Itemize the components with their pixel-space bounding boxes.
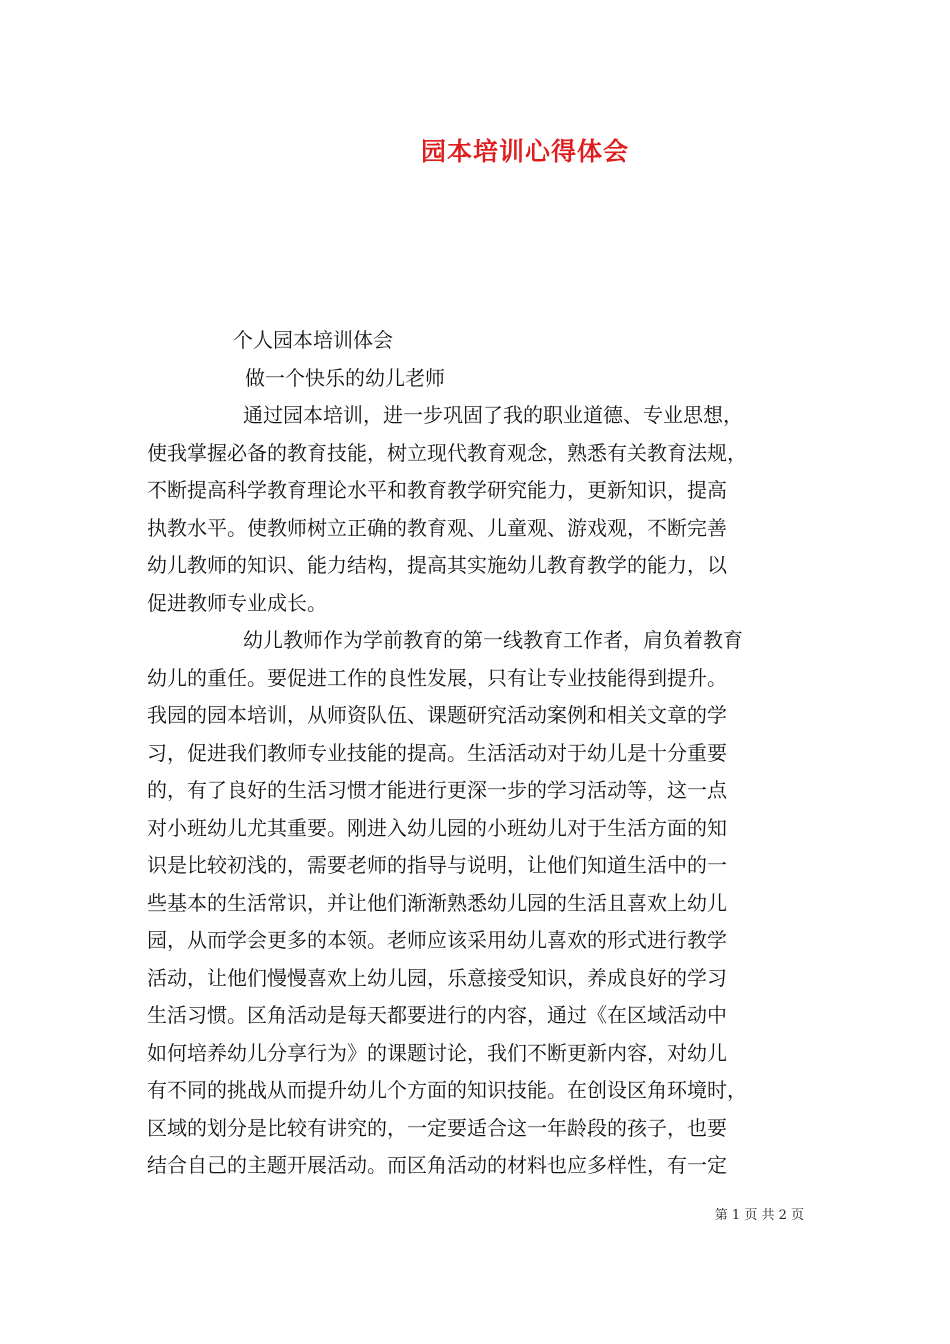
- paragraph-1: [147, 397, 815, 622]
- subheading-personal-training: 个人园本培训体会: [233, 328, 393, 352]
- paragraph-line: 结合自己的主题开展活动。而区角活动的材料也应多样性，有一定: [147, 1153, 727, 1177]
- paragraph-line: 通过园本培训，进一步巩固了我的职业道德、专业思想，: [243, 403, 743, 427]
- paragraph-line: 生活习惯。区角活动是每天都要进行的内容，通过《在区域活动中: [147, 1003, 727, 1027]
- document-title: 园本培训心得体会: [420, 137, 629, 166]
- paragraph-line: 区域的划分是比较有讲究的，一定要适合这一年龄段的孩子，也要: [147, 1115, 727, 1140]
- paragraph-line: 的，有了良好的生活习惯才能进行更深一步的学习活动等，这一点: [147, 778, 727, 802]
- paragraph-line: 幼儿教师的知识、能力结构，提高其实施幼儿教育教学的能力，以: [147, 553, 727, 577]
- paragraph-line: 使我掌握必备的教育技能，树立现代教育观念，熟悉有关教育法规，: [147, 440, 747, 465]
- paragraph-line: 对小班幼儿尤其重要。刚进入幼儿园的小班幼儿对于生活方面的知: [147, 815, 727, 840]
- paragraph-2: [147, 622, 815, 1185]
- paragraph-line: 不断提高科学教育理论水平和教育教学研究能力，更新知识，提高: [147, 478, 727, 502]
- paragraph-line: 执教水平。使教师树立正确的教育观、儿童观、游戏观，不断完善: [147, 515, 727, 540]
- document-body: [147, 322, 815, 1185]
- paragraph-line: 些基本的生活常识，并让他们渐渐熟悉幼儿园的生活且喜欢上幼儿: [147, 890, 727, 915]
- paragraph-line: 习，促进我们教师专业技能的提高。生活活动对于幼儿是十分重要: [147, 740, 727, 765]
- paragraph-line: 活动，让他们慢慢喜欢上幼儿园，乐意接受知识，养成良好的学习: [147, 965, 727, 990]
- paragraph-line: 促进教师专业成长。: [147, 590, 327, 615]
- subheading-happy-teacher: 做一个快乐的幼儿老师: [245, 365, 445, 390]
- paragraph-line: 幼儿的重任。要促进工作的良性发展，只有让专业技能得到提升。: [147, 665, 727, 690]
- paragraph-line: 有不同的挑战从而提升幼儿个方面的知识技能。在创设区角环境时，: [147, 1078, 747, 1102]
- paragraph-line: 园，从而学会更多的本领。老师应该采用幼儿喜欢的形式进行教学: [147, 928, 727, 952]
- paragraph-line: 幼儿教师作为学前教育的第一线教育工作者，肩负着教育: [243, 628, 743, 652]
- paragraph-line: 如何培养幼儿分享行为》的课题讨论，我们不断更新内容，对幼儿: [147, 1040, 727, 1065]
- paragraph-line: 我园的园本培训，从师资队伍、课题研究活动案例和相关文章的学: [147, 703, 727, 727]
- paragraph-line: 识是比较初浅的，需要老师的指导与说明，让他们知道生活中的一: [147, 853, 727, 877]
- page-number-footer: 第 1 页 共 2 页: [714, 1208, 804, 1223]
